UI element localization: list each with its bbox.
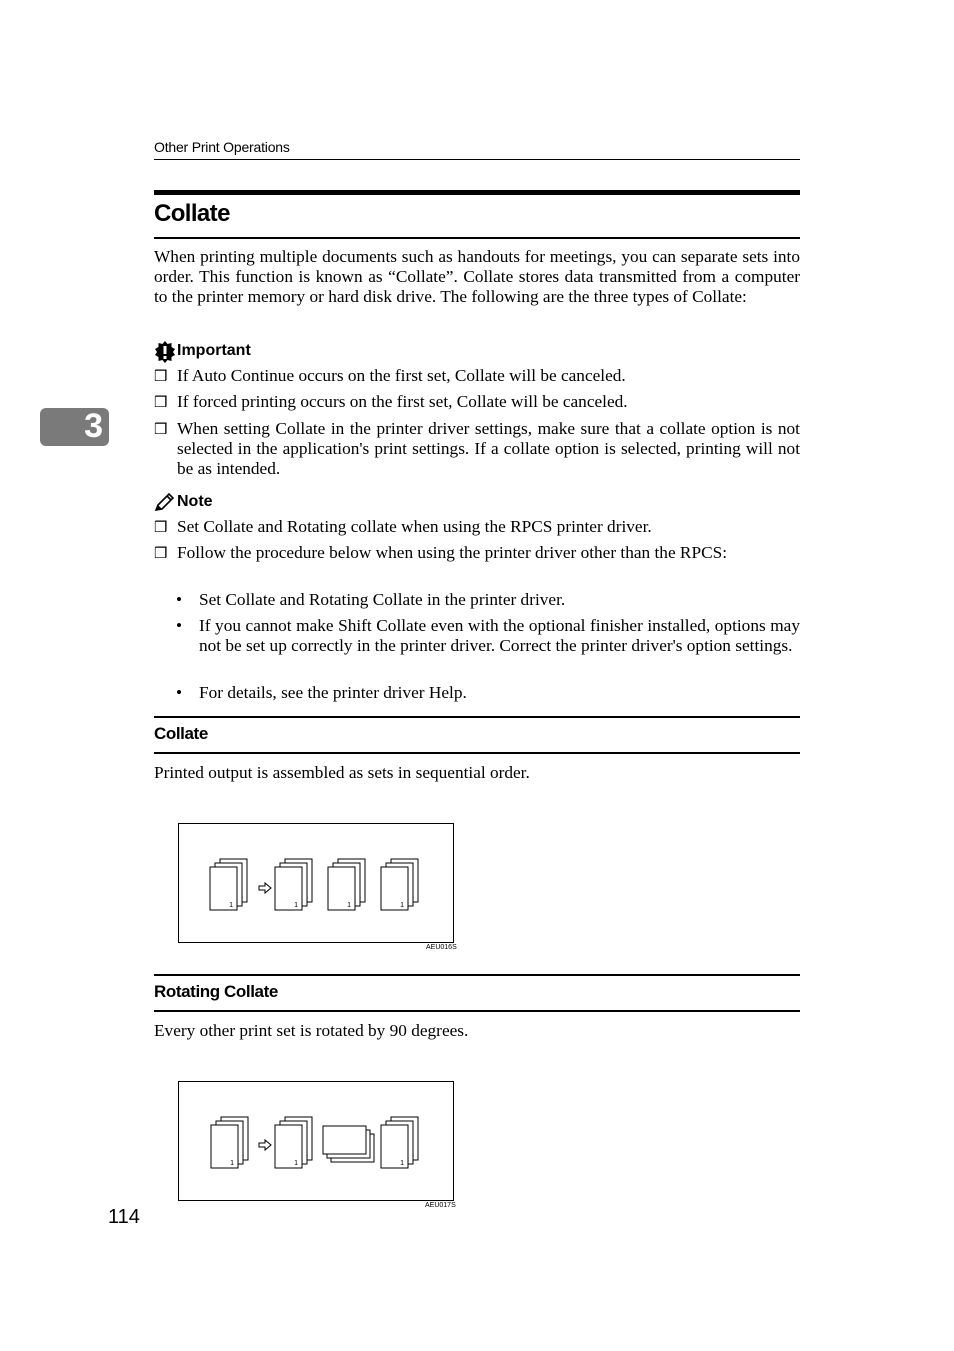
arrow-right-icon [259,883,271,893]
checkbox-glyph-icon: ❒ [154,544,168,562]
page-number-label: 1 [400,902,404,909]
running-header: Other Print Operations [154,139,290,155]
rotating-collate-description: Every other print set is rotated by 90 degrees. [154,1021,469,1040]
important-item: ❒ If Auto Continue occurs on the first set, Collate will be canceled. [154,366,626,385]
section-title-rule [154,237,800,239]
page-number-label: 1 [229,902,233,909]
rotating-collate-figure [178,1081,454,1201]
arrow-right-icon [259,1140,271,1150]
collate-figure [178,823,454,943]
intro-paragraph: When printing multiple documents such as handouts for meetings, you can separate sets into order. This function is known as “Collate”. Collate stores data transmitted from a computer to the printer memory or hard disk drive. The following are the three types of Collate: [154,247,800,306]
page-number-label: 1 [294,902,298,909]
rotated-page-stack [323,1126,374,1162]
figure-code: AEU016S [426,944,457,951]
page-stack [275,859,312,910]
rotating-collate-subheading: Rotating Collate [154,982,278,1001]
subsection-rule [154,716,800,718]
collate-illustration [179,824,453,942]
note-item: ❒ Set Collate and Rotating collate when using the RPCS printer driver. [154,517,652,536]
important-item: ❒ If forced printing occurs on the first set, Collate will be canceled. [154,392,628,411]
page-number: 114 [108,1206,140,1228]
figure-code: AEU017S [425,1202,456,1209]
note-bullet: • For details, see the printer driver Help. [176,683,467,702]
note-bullet: • Set Collate and Rotating Collate in the printer driver. [176,590,566,609]
note-label: Note [177,493,213,510]
page-stack [275,1117,312,1168]
section-title: Collate [154,200,230,227]
important-item: ❒ When setting Collate in the printer driver settings, make sure that a collate option is not selected in the application's print settings. If a collate option is selected, printing will not be as intended. [154,419,800,478]
collate-subheading: Collate [154,724,208,743]
page-stack [381,859,418,910]
checkbox-glyph-icon: ❒ [154,518,168,536]
page-stack [328,859,365,910]
chapter-tab: 3 [40,408,109,446]
important-icon [154,341,176,363]
checkbox-glyph-icon: ❒ [154,367,168,385]
page-stack [381,1117,418,1168]
subsection-rule [154,752,800,754]
subsection-rule [154,1010,800,1012]
page-stack [211,1117,248,1168]
subsection-rule [154,974,800,976]
bullet-dot-icon: • [176,683,183,702]
page-number-label: 1 [400,1160,404,1167]
section-top-rule [154,190,800,195]
page-number-label: 1 [294,1160,298,1167]
collate-description: Printed output is assembled as sets in sequential order. [154,763,530,782]
bullet-dot-icon: • [176,616,183,635]
checkbox-glyph-icon: ❒ [154,420,168,438]
checkbox-glyph-icon: ❒ [154,393,168,411]
rotating-collate-illustration [179,1082,453,1200]
page-stack [210,859,247,910]
header-rule [154,159,800,160]
bullet-dot-icon: • [176,590,183,609]
page-number-label: 1 [347,902,351,909]
note-bullet: • If you cannot make Shift Collate even with the optional finisher installed, options may not be set up correctly in the printer driver. Correct the printer driver's option settings. [176,616,800,655]
important-label: Important [177,342,251,359]
pencil-icon [154,492,176,512]
page-number-label: 1 [230,1160,234,1167]
note-item: ❒ Follow the procedure below when using the printer driver other than the RPCS: [154,543,728,562]
